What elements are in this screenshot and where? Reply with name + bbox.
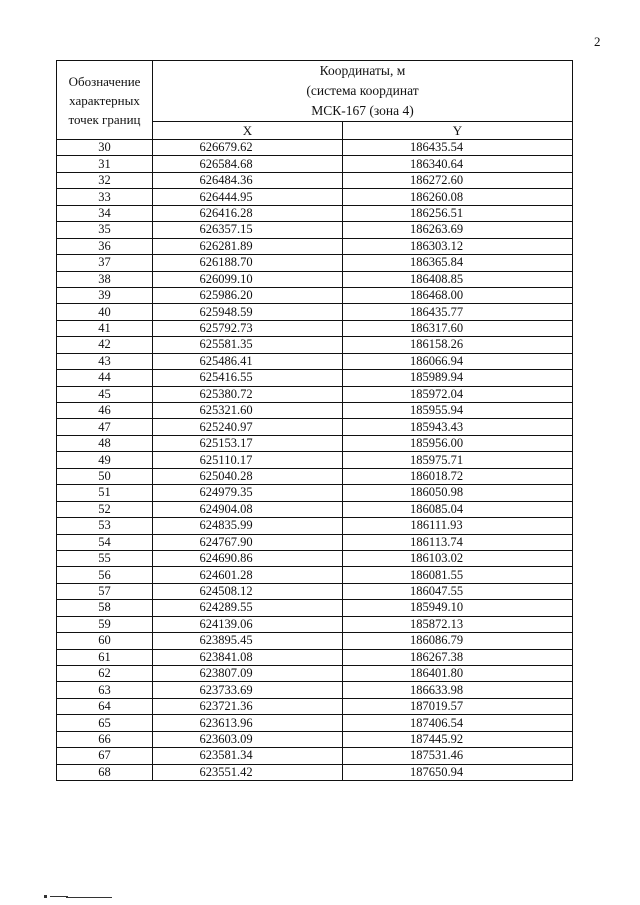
table-row [57,140,573,156]
table-row [57,534,573,550]
y-coordinate-cell: 186317.60 [343,320,573,336]
point-number-cell: 61 [57,649,153,665]
x-coordinate-cell: 624979.35 [153,485,343,501]
table-row [57,304,573,320]
footer-dot [44,895,47,898]
coordinates-header-line1: Координаты, м [319,63,406,78]
point-number-cell: 32 [57,172,153,188]
x-coordinate-cell: 623603.09 [153,731,343,747]
point-number-cell: 44 [57,370,153,386]
y-coordinate-cell: 187650.94 [343,764,573,780]
point-number-cell: 48 [57,435,153,451]
x-coordinate-cell: 626188.70 [153,255,343,271]
point-number-cell: 57 [57,583,153,599]
coordinates-table [56,60,573,781]
y-coordinate-cell: 186050.98 [343,485,573,501]
table-body [57,140,573,781]
point-number-cell: 43 [57,353,153,369]
point-number-cell: 41 [57,320,153,336]
x-coordinate-cell: 623721.36 [153,698,343,714]
y-coordinate-cell: 186401.80 [343,666,573,682]
column-header-y: Y [343,122,573,140]
footer-line [66,897,112,898]
x-coordinate-cell: 626281.89 [153,238,343,254]
x-coordinate-cell: 624835.99 [153,518,343,534]
table-row [57,731,573,747]
point-number-cell: 54 [57,534,153,550]
point-number-cell: 59 [57,616,153,632]
y-coordinate-cell: 186263.69 [343,222,573,238]
x-coordinate-cell: 626584.68 [153,156,343,172]
point-number-cell: 47 [57,419,153,435]
y-coordinate-cell: 186158.26 [343,337,573,353]
table-row [57,287,573,303]
y-coordinate-cell: 185975.71 [343,452,573,468]
table-header-row [57,61,573,122]
table-row [57,156,573,172]
y-coordinate-cell: 186086.79 [343,633,573,649]
point-number-cell: 30 [57,140,153,156]
point-number-cell: 46 [57,403,153,419]
y-coordinate-cell: 186260.08 [343,189,573,205]
y-coordinate-cell: 186435.77 [343,304,573,320]
x-coordinate-cell: 624601.28 [153,567,343,583]
table-row [57,550,573,566]
point-number-cell: 67 [57,748,153,764]
point-number-cell: 39 [57,287,153,303]
table-row [57,271,573,287]
x-coordinate-cell: 626679.62 [153,140,343,156]
x-coordinate-cell: 625581.35 [153,337,343,353]
y-coordinate-cell: 187406.54 [343,715,573,731]
table-row [57,337,573,353]
x-coordinate-cell: 623581.34 [153,748,343,764]
y-coordinate-cell: 186303.12 [343,238,573,254]
point-number-cell: 50 [57,468,153,484]
y-coordinate-cell: 186272.60 [343,172,573,188]
y-coordinate-cell: 186408.85 [343,271,573,287]
x-coordinate-cell: 626444.95 [153,189,343,205]
y-coordinate-cell: 186633.98 [343,682,573,698]
y-coordinate-cell: 186066.94 [343,353,573,369]
point-number-cell: 33 [57,189,153,205]
y-coordinate-cell: 185972.04 [343,386,573,402]
x-coordinate-cell: 625040.28 [153,468,343,484]
table-row [57,435,573,451]
table-row [57,567,573,583]
table-row [57,452,573,468]
x-coordinate-cell: 625380.72 [153,386,343,402]
point-number-cell: 53 [57,518,153,534]
table-row [57,764,573,780]
table-row [57,698,573,714]
table-row [57,386,573,402]
point-number-cell: 56 [57,567,153,583]
x-coordinate-cell: 624767.90 [153,534,343,550]
y-coordinate-cell: 186018.72 [343,468,573,484]
x-coordinate-cell: 625986.20 [153,287,343,303]
x-coordinate-cell: 625486.41 [153,353,343,369]
table-row [57,370,573,386]
x-coordinate-cell: 625110.17 [153,452,343,468]
table-row [57,501,573,517]
page-number: 2 [594,34,601,49]
y-coordinate-cell: 186365.84 [343,255,573,271]
point-number-cell: 49 [57,452,153,468]
point-number-cell: 31 [57,156,153,172]
coordinates-header [153,61,573,122]
y-coordinate-cell: 186267.38 [343,649,573,665]
point-label-header: Обозначение характерных точек границ [57,61,153,140]
footer-mark [44,892,114,898]
table-row [57,403,573,419]
x-coordinate-cell: 623733.69 [153,682,343,698]
y-coordinate-cell: 186085.04 [343,501,573,517]
point-number-cell: 36 [57,238,153,254]
x-coordinate-cell: 624690.86 [153,550,343,566]
table-row [57,205,573,221]
table-row [57,189,573,205]
y-coordinate-cell: 185955.94 [343,403,573,419]
y-coordinate-cell: 187019.57 [343,698,573,714]
x-coordinate-cell: 626416.28 [153,205,343,221]
table-row [57,600,573,616]
table-row [57,353,573,369]
point-number-cell: 58 [57,600,153,616]
x-coordinate-cell: 625153.17 [153,435,343,451]
table-row [57,715,573,731]
point-number-cell: 40 [57,304,153,320]
table-row [57,666,573,682]
table-row [57,255,573,271]
x-coordinate-cell: 623895.45 [153,633,343,649]
x-coordinate-cell: 626357.15 [153,222,343,238]
x-coordinate-cell: 624139.06 [153,616,343,632]
table-row [57,419,573,435]
point-number-cell: 63 [57,682,153,698]
y-coordinate-cell: 185989.94 [343,370,573,386]
point-number-cell: 65 [57,715,153,731]
column-header-x: X [153,122,343,140]
table-row [57,583,573,599]
y-coordinate-cell: 186340.64 [343,156,573,172]
y-coordinate-cell: 186435.54 [343,140,573,156]
x-coordinate-cell: 623613.96 [153,715,343,731]
point-number-cell: 66 [57,731,153,747]
point-number-cell: 52 [57,501,153,517]
table-row [57,238,573,254]
x-coordinate-cell: 625240.97 [153,419,343,435]
x-coordinate-cell: 626484.36 [153,172,343,188]
point-number-cell: 51 [57,485,153,501]
y-coordinate-cell: 186256.51 [343,205,573,221]
point-number-cell: 38 [57,271,153,287]
table-row [57,320,573,336]
y-coordinate-cell: 185956.00 [343,435,573,451]
x-coordinate-cell: 623551.42 [153,764,343,780]
y-coordinate-cell: 186103.02 [343,550,573,566]
x-coordinate-cell: 624904.08 [153,501,343,517]
point-number-cell: 55 [57,550,153,566]
x-coordinate-cell: 623841.08 [153,649,343,665]
table-row [57,633,573,649]
x-coordinate-cell: 625416.55 [153,370,343,386]
y-coordinate-cell: 187531.46 [343,748,573,764]
table-row [57,682,573,698]
point-number-cell: 42 [57,337,153,353]
coordinates-header-line3: МСК-167 (зона 4) [311,103,414,118]
point-number-cell: 35 [57,222,153,238]
y-coordinate-cell: 185949.10 [343,600,573,616]
table-row [57,616,573,632]
table-row [57,222,573,238]
y-coordinate-cell: 185943.43 [343,419,573,435]
point-number-cell: 37 [57,255,153,271]
table-row [57,468,573,484]
y-coordinate-cell: 186468.00 [343,287,573,303]
y-coordinate-cell: 187445.92 [343,731,573,747]
x-coordinate-cell: 626099.10 [153,271,343,287]
coordinates-header-line2: (система координат [306,83,419,98]
x-coordinate-cell: 624289.55 [153,600,343,616]
x-coordinate-cell: 625948.59 [153,304,343,320]
table-row [57,485,573,501]
x-coordinate-cell: 625792.73 [153,320,343,336]
y-coordinate-cell: 186047.55 [343,583,573,599]
point-number-cell: 62 [57,666,153,682]
point-number-cell: 45 [57,386,153,402]
y-coordinate-cell: 186111.93 [343,518,573,534]
table-row [57,172,573,188]
point-number-cell: 60 [57,633,153,649]
x-coordinate-cell: 624508.12 [153,583,343,599]
point-number-cell: 34 [57,205,153,221]
y-coordinate-cell: 185872.13 [343,616,573,632]
x-coordinate-cell: 623807.09 [153,666,343,682]
point-number-cell: 68 [57,764,153,780]
y-coordinate-cell: 186113.74 [343,534,573,550]
table-row [57,518,573,534]
x-coordinate-cell: 625321.60 [153,403,343,419]
table-row [57,649,573,665]
y-coordinate-cell: 186081.55 [343,567,573,583]
table-row [57,748,573,764]
point-number-cell: 64 [57,698,153,714]
